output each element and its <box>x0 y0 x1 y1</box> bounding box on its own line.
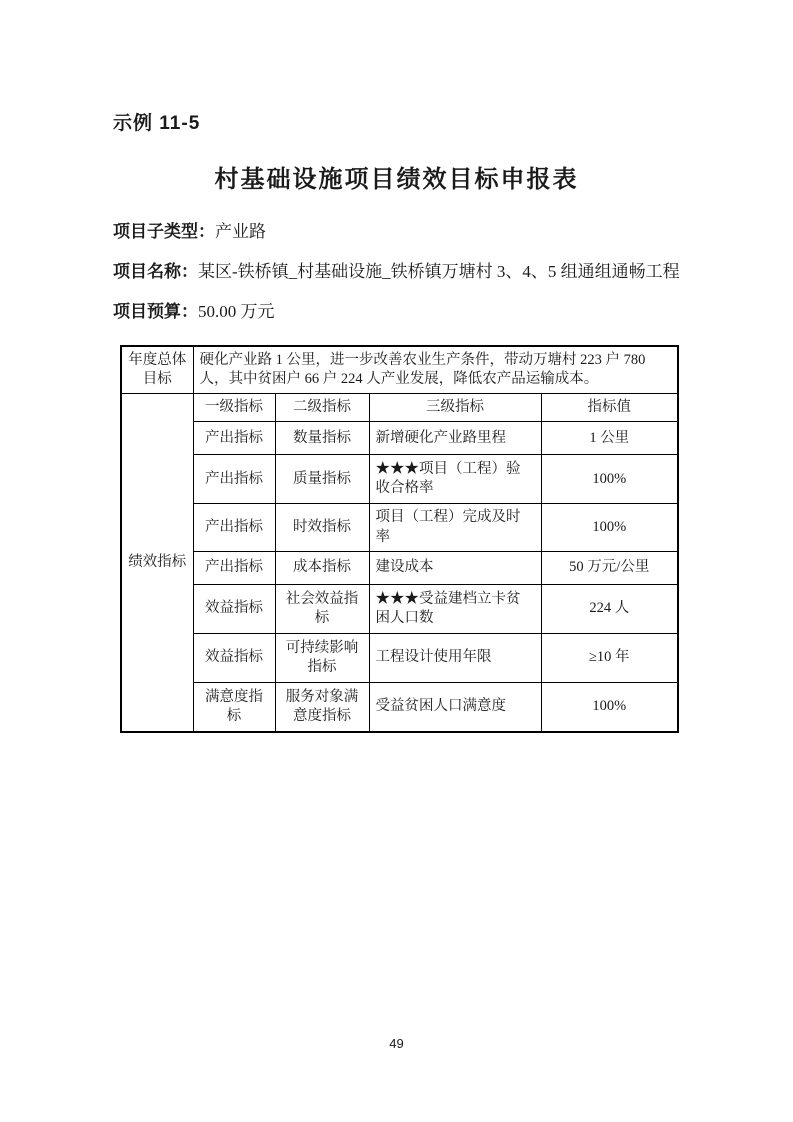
document-title: 村基础设施项目绩效目标申报表 <box>214 167 579 193</box>
annual-goal-label-cell: 年度总体目标 <box>121 346 193 394</box>
cell-level2: 服务对象满意度指标 <box>275 682 369 732</box>
performance-target-table <box>120 345 679 733</box>
header-level2: 二级指标 <box>275 394 369 422</box>
cell-value: 50 万元/公里 <box>541 551 678 584</box>
cell-value: 100% <box>541 504 678 551</box>
project-name-label: 项目名称： <box>113 262 198 281</box>
project-budget-label: 项目预算： <box>113 302 198 321</box>
cell-level3: ★★★受益建档立卡贫困人口数 <box>369 584 541 633</box>
cell-level3: 项目（工程）完成及时率 <box>369 504 541 551</box>
cell-level1: 效益指标 <box>193 633 275 682</box>
cell-value: 1 公里 <box>541 422 678 455</box>
header-level1: 一级指标 <box>193 394 275 422</box>
cell-level1: 产出指标 <box>193 455 275 504</box>
field-project-subtype <box>113 212 680 252</box>
header-level3: 三级指标 <box>369 394 541 422</box>
field-list <box>113 212 680 332</box>
cell-level3: 新增硬化产业路里程 <box>369 422 541 455</box>
annual-goal-text-cell: 硬化产业路 1 公里，进一步改善农业生产条件，带动万塘村 223 户 780 人，其中贫困户 66 户 224 人产业发展，降低农产品运输成本。 <box>193 346 678 394</box>
document-content <box>113 108 680 733</box>
table-row <box>121 682 678 732</box>
table-row <box>121 455 678 504</box>
indicator-header-row <box>121 394 678 422</box>
table-row <box>121 422 678 455</box>
cell-level3: ★★★项目（工程）验收合格率 <box>369 455 541 504</box>
cell-level1: 效益指标 <box>193 584 275 633</box>
cell-level3: 建设成本 <box>369 551 541 584</box>
cell-level2: 成本指标 <box>275 551 369 584</box>
cell-level1: 产出指标 <box>193 422 275 455</box>
table-row <box>121 633 678 682</box>
cell-value: ≥10 年 <box>541 633 678 682</box>
page-number: 49 <box>389 1036 404 1051</box>
table-row <box>121 504 678 551</box>
cell-value: 100% <box>541 682 678 732</box>
cell-level2: 可持续影响指标 <box>275 633 369 682</box>
project-name-value: 某区-铁桥镇_村基础设施_铁桥镇万塘村 3、4、5 组通组通畅工程 <box>198 262 680 281</box>
cell-level2: 质量指标 <box>275 455 369 504</box>
cell-level2: 数量指标 <box>275 422 369 455</box>
cell-value: 224 人 <box>541 584 678 633</box>
project-subtype-label: 项目子类型： <box>113 222 215 241</box>
cell-level3: 工程设计使用年限 <box>369 633 541 682</box>
cell-level2: 社会效益指标 <box>275 584 369 633</box>
performance-label-cell: 绩效指标 <box>121 394 193 732</box>
header-value: 指标值 <box>541 394 678 422</box>
table-row <box>121 584 678 633</box>
project-subtype-value: 产业路 <box>215 222 266 241</box>
cell-level1: 产出指标 <box>193 551 275 584</box>
example-label: 示例 11-5 <box>113 113 201 134</box>
table-row <box>121 551 678 584</box>
cell-level1: 满意度指标 <box>193 682 275 732</box>
annual-goal-row <box>121 346 678 394</box>
field-project-budget <box>113 292 680 332</box>
cell-level2: 时效指标 <box>275 504 369 551</box>
cell-level1: 产出指标 <box>193 504 275 551</box>
cell-level3: 受益贫困人口满意度 <box>369 682 541 732</box>
cell-value: 100% <box>541 455 678 504</box>
field-project-name <box>113 252 680 292</box>
project-budget-value: 50.00 万元 <box>198 302 275 321</box>
